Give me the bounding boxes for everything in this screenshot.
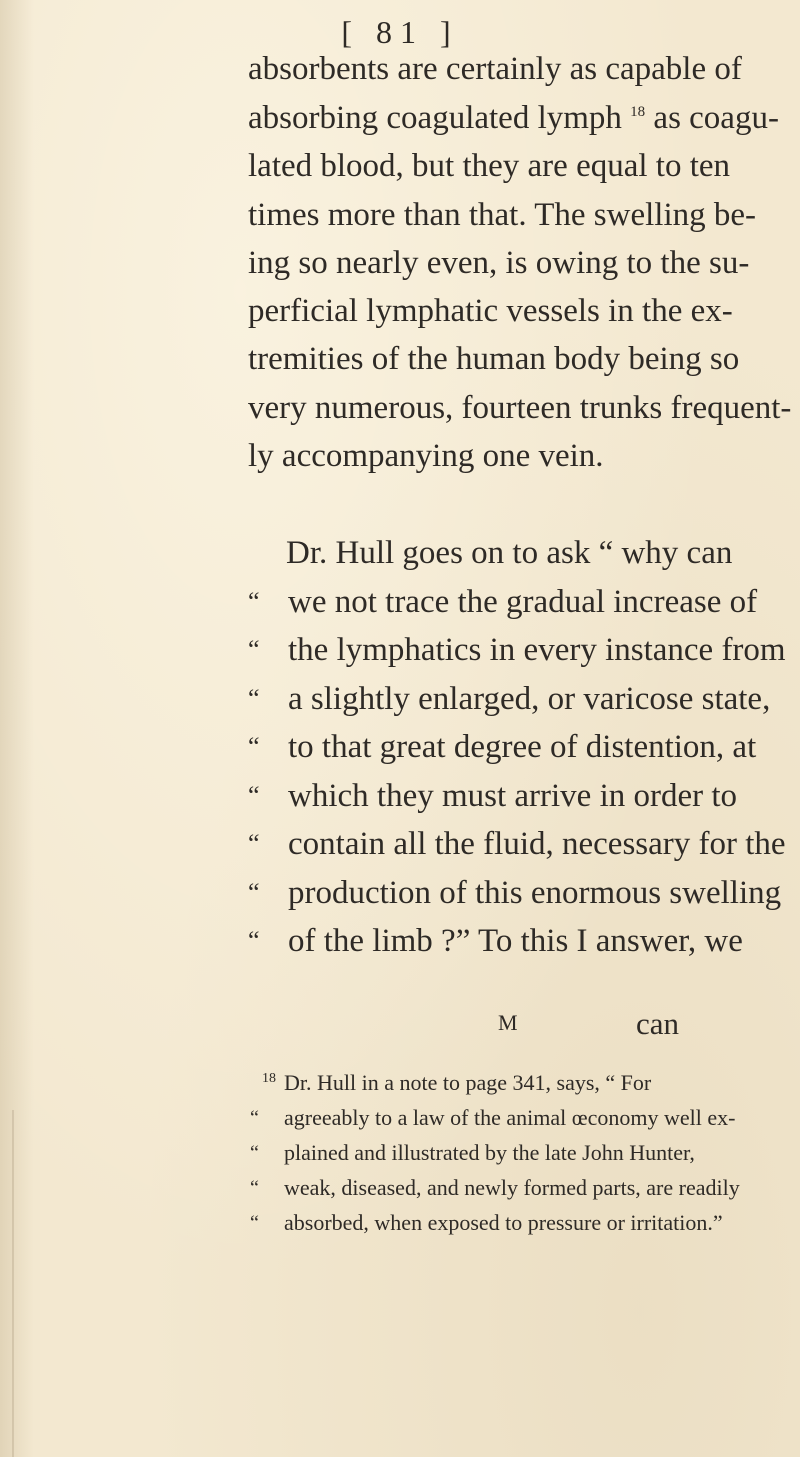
quote-mark: “ bbox=[250, 1212, 259, 1234]
footnote-line-text bbox=[262, 1068, 651, 1098]
quote-mark: “ bbox=[248, 781, 260, 810]
quote-mark: “ bbox=[248, 878, 260, 907]
quoted-line-text: production of this enormous swelling bbox=[288, 875, 782, 911]
signature-mark: M bbox=[498, 1010, 519, 1035]
quoted-line-text: we not trace the gradual increase of bbox=[288, 584, 758, 620]
text-line-content: times more than that. The swelling be- bbox=[248, 197, 757, 233]
footnote-reference: 18 bbox=[630, 104, 646, 120]
footnote-text: Dr. Hull in a note to page 341, says, “ For bbox=[284, 1070, 652, 1095]
page-header: [ 81 ] bbox=[341, 14, 459, 50]
text-line-content: very numerous, fourteen trunks frequent- bbox=[248, 390, 792, 426]
quote-mark: “ bbox=[248, 587, 260, 616]
quote-mark: “ bbox=[248, 635, 260, 664]
catchword: can bbox=[636, 1006, 680, 1041]
text-line-content: absorbents are certainly as capable of bbox=[248, 51, 742, 87]
text-line-content bbox=[248, 96, 779, 140]
quote-mark: “ bbox=[248, 684, 260, 713]
quoted-line-text: which they must arrive in order to bbox=[288, 778, 738, 814]
quoted-line-text: contain all the fluid, necessary for the bbox=[288, 826, 786, 862]
text-line-content: tremities of the human body being so bbox=[248, 341, 740, 377]
quote-mark: “ bbox=[248, 829, 260, 858]
text-fragment: absorbing coagulated lymph bbox=[248, 100, 631, 136]
footnote-number: 18 bbox=[262, 1070, 276, 1086]
text-fragment: as coagu- bbox=[645, 100, 779, 136]
page-edge-line bbox=[12, 1110, 14, 1457]
quote-mark: “ bbox=[250, 1177, 259, 1199]
text-line-content: ly accompanying one vein. bbox=[248, 438, 604, 474]
quote-mark: “ bbox=[250, 1142, 259, 1164]
footnote-line-text: plained and illustrated by the late John Hunter, bbox=[284, 1140, 695, 1165]
quote-mark: “ bbox=[250, 1107, 259, 1129]
quote-mark: “ bbox=[248, 926, 260, 955]
text-line-content: lated blood, but they are equal to ten bbox=[248, 148, 731, 184]
footnote-line-text: agreeably to a law of the animal œconomy well ex- bbox=[284, 1105, 736, 1130]
text-line-content: perficial lymphatic vessels in the ex- bbox=[248, 293, 733, 329]
footnote-line-text: absorbed, when exposed to pressure or irritation.” bbox=[284, 1210, 723, 1235]
text-line-content: Dr. Hull goes on to ask “ why can bbox=[286, 535, 733, 571]
quoted-line-text: a slightly enlarged, or varicose state, bbox=[288, 681, 771, 717]
quoted-line-text: of the limb ?” To this I answer, we bbox=[288, 923, 743, 959]
footnote-line-text: weak, diseased, and newly formed parts, are readily bbox=[284, 1175, 740, 1200]
text-line-content: ing so nearly even, is owing to the su- bbox=[248, 245, 750, 281]
quote-mark: “ bbox=[248, 732, 260, 761]
quoted-line-text: to that great degree of distention, at bbox=[288, 729, 757, 765]
gutter-shadow bbox=[0, 0, 34, 1457]
quoted-line-text: the lymphatics in every instance from bbox=[288, 632, 786, 668]
